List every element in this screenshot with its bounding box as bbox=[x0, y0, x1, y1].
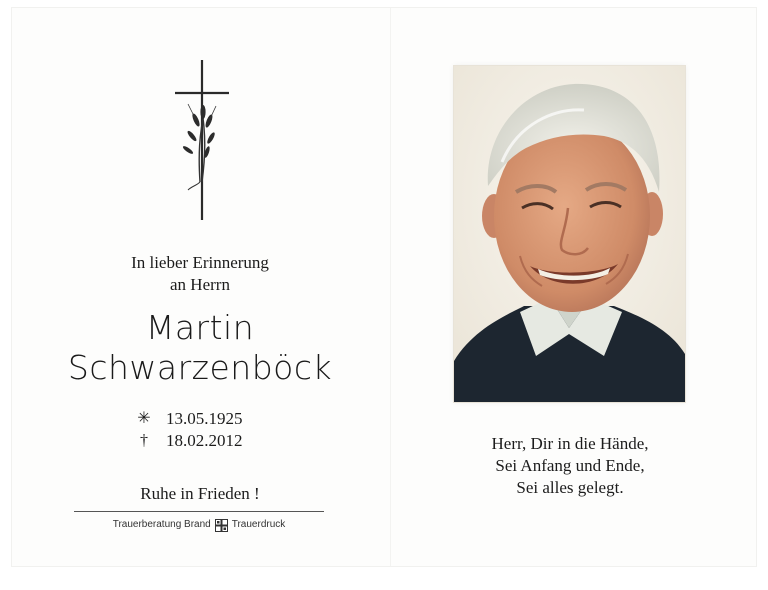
verse-line: Sei alles gelegt. bbox=[516, 478, 624, 497]
verse-line: Herr, Dir in die Hände, bbox=[491, 434, 649, 453]
portrait-illustration bbox=[454, 66, 685, 402]
intro-line: In lieber Erinnerung bbox=[131, 253, 269, 272]
cross-with-wheat-icon bbox=[170, 60, 234, 224]
birth-star-icon: ✳ bbox=[137, 410, 151, 427]
footer-right-text: Trauerdruck bbox=[231, 519, 286, 530]
printer-footer bbox=[74, 518, 324, 532]
footer-divider bbox=[74, 511, 324, 512]
intro-line: an Herrn bbox=[170, 275, 230, 294]
verse-line: Sei Anfang und Ende, bbox=[495, 456, 645, 475]
closing-line: Ruhe in Frieden ! bbox=[140, 484, 260, 503]
card-fold bbox=[390, 8, 391, 566]
footer-left-text: Trauerberatung Brand bbox=[112, 519, 211, 530]
death-date: 18.02.2012 bbox=[166, 431, 243, 450]
birth-date: 13.05.1925 bbox=[166, 409, 243, 428]
birth-date-row bbox=[134, 408, 243, 430]
deceased-first-name: Martin bbox=[145, 308, 255, 347]
cross-logo-icon bbox=[215, 519, 228, 532]
death-dagger-icon: † bbox=[140, 432, 148, 449]
portrait-photo bbox=[454, 66, 685, 402]
deceased-last-name: Schwarzenböck bbox=[67, 348, 333, 387]
death-date-row bbox=[134, 430, 243, 452]
